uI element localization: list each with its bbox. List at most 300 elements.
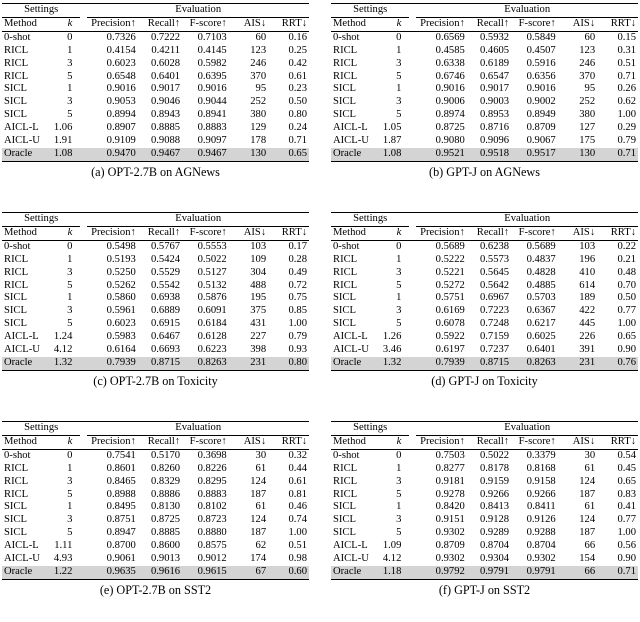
- table-cell: 0.5573: [479, 253, 510, 265]
- table-cell: 0.51: [288, 540, 307, 552]
- table-cell: 0.8575: [197, 540, 227, 552]
- table-cell: 0.8883: [197, 122, 227, 134]
- table-cell: 5: [396, 279, 402, 291]
- results-table: [331, 3, 638, 162]
- table-cell: RICL: [4, 70, 29, 82]
- table-cell: 1.26: [382, 331, 402, 343]
- table-cell: 187: [250, 527, 267, 539]
- table-cell: 0.5916: [526, 57, 556, 69]
- table-cell: 0.5250: [106, 266, 136, 278]
- table-cell: 5: [67, 109, 73, 121]
- table-cell: 0.61: [288, 475, 307, 487]
- table-cell: 0.9053: [106, 96, 136, 108]
- table-cell: 1: [396, 83, 402, 95]
- table-cell: 0.8420: [435, 501, 465, 513]
- oracle-cell: Oracle: [2, 357, 50, 370]
- table-cell: 0.8700: [106, 540, 136, 552]
- table-cell: 0.7237: [479, 344, 510, 356]
- table-cell: 0.9016: [197, 83, 227, 95]
- table-cell: 0.4828: [526, 266, 556, 278]
- table-cell: 124: [250, 514, 267, 526]
- table-cell: 0.7248: [479, 318, 510, 330]
- table-cell: 0.79: [617, 135, 636, 147]
- oracle-cell: 0.9792: [416, 566, 466, 579]
- table-cell: 0.90: [617, 344, 636, 356]
- table-cell: 0.5170: [150, 449, 181, 461]
- table-cell: 0.6548: [106, 70, 136, 82]
- table-cell: 124: [579, 475, 596, 487]
- table-cell: 1.00: [288, 527, 307, 539]
- table-cell: 0.8883: [197, 488, 227, 500]
- table-row: [2, 254, 309, 267]
- table-cell: 0.71: [617, 70, 636, 82]
- table-row: [331, 540, 638, 553]
- table-row: [2, 240, 309, 253]
- table-cell: 1: [67, 292, 73, 304]
- table-row: [331, 240, 638, 253]
- table-cell: 60: [584, 31, 596, 43]
- column-header: k: [379, 226, 409, 240]
- table-cell: AICL-U: [333, 344, 369, 356]
- table-cell: 0.9126: [526, 514, 556, 526]
- table-cell: 5: [396, 527, 402, 539]
- table-cell: 0.6967: [479, 292, 510, 304]
- table-cell: 0.9158: [526, 475, 556, 487]
- table-cell: 246: [579, 57, 596, 69]
- table-cell: 5: [396, 488, 402, 500]
- table-cell: 0.9278: [435, 488, 465, 500]
- table-cell: 5: [396, 70, 402, 82]
- table-cell: 0.8751: [106, 514, 136, 526]
- table-row: [2, 58, 309, 71]
- table-row: [2, 463, 309, 476]
- table-cell: 0.9302: [435, 527, 465, 539]
- oracle-cell: Oracle: [331, 148, 379, 161]
- table-cell: 0.32: [288, 449, 307, 461]
- table-row: [331, 31, 638, 44]
- column-header: Method: [2, 226, 50, 240]
- table-row: [331, 501, 638, 514]
- table-row: [2, 476, 309, 489]
- column-header: RRT↓: [268, 17, 309, 31]
- table-cell: 0.16: [288, 31, 307, 43]
- table-cell: 445: [579, 318, 596, 330]
- table-row: [2, 318, 309, 331]
- table-cell: 0.6091: [197, 305, 227, 317]
- table-cell: 0.5262: [106, 279, 136, 291]
- table-cell: 0.9266: [479, 488, 510, 500]
- table-cell: SICL: [4, 83, 27, 95]
- table-row: [2, 71, 309, 84]
- table-cell: 0.9080: [435, 135, 465, 147]
- table-cell: 0.8130: [150, 501, 181, 513]
- oracle-cell: 0.9467: [138, 148, 182, 161]
- table-cell: 0.81: [288, 488, 307, 500]
- table-cell: RICL: [4, 462, 29, 474]
- column-header: Precision↑: [416, 435, 466, 449]
- table-cell: 3: [67, 57, 73, 69]
- table-cell: 0: [67, 240, 73, 252]
- table-cell: 0.8709: [526, 122, 556, 134]
- table-cell: 0.5751: [435, 292, 465, 304]
- table-panel-c: [2, 212, 309, 389]
- table-cell: 0.8329: [150, 475, 181, 487]
- table-cell: 0.77: [617, 305, 636, 317]
- table-cell: 1: [67, 44, 73, 56]
- table-cell: 0.4605: [479, 44, 510, 56]
- table-cell: 0.6356: [526, 70, 556, 82]
- oracle-cell: Oracle: [2, 566, 50, 579]
- oracle-cell: 0.60: [268, 566, 309, 579]
- table-cell: 0.5022: [479, 449, 510, 461]
- table-cell: 3: [67, 514, 73, 526]
- column-header: RRT↓: [268, 226, 309, 240]
- column-header: F-score↑: [511, 226, 558, 240]
- column-header: F-score↑: [511, 17, 558, 31]
- table-cell: 0.5645: [479, 266, 510, 278]
- table-cell: 0.6395: [197, 70, 227, 82]
- table-cell: 0.5689: [435, 240, 465, 252]
- table-cell: 0.6078: [435, 318, 465, 330]
- table-cell: RICL: [333, 70, 358, 82]
- column-header: k: [50, 435, 80, 449]
- oracle-cell: Oracle: [2, 148, 50, 161]
- table-row: [331, 254, 638, 267]
- oracle-cell: 231: [229, 357, 268, 370]
- table-cell: 614: [579, 279, 596, 291]
- table-cell: AICL-U: [4, 135, 40, 147]
- column-header: k: [379, 435, 409, 449]
- table-cell: 0.44: [288, 462, 307, 474]
- table-cell: 0.5424: [150, 253, 181, 265]
- table-cell: 375: [250, 305, 267, 317]
- table-panel-d: [331, 212, 638, 389]
- oracle-cell: Oracle: [331, 566, 379, 579]
- table-cell: 1: [396, 292, 402, 304]
- table-cell: 0.9096: [479, 135, 510, 147]
- table-cell: AICL-L: [4, 331, 39, 343]
- column-header: F-score↑: [182, 435, 229, 449]
- table-cell: 0.6938: [150, 292, 181, 304]
- table-row: [2, 514, 309, 527]
- table-cell: 0.9302: [435, 553, 465, 565]
- column-header: Recall↑: [467, 435, 511, 449]
- column-header: Precision↑: [87, 435, 137, 449]
- table-cell: 0.22: [617, 240, 636, 252]
- table-cell: 0.8704: [526, 540, 556, 552]
- table-row: [331, 45, 638, 58]
- table-cell: 380: [579, 109, 596, 121]
- column-header: AIS↓: [229, 435, 268, 449]
- table-cell: 0.8725: [435, 122, 465, 134]
- table-cell: 0.62: [617, 96, 636, 108]
- table-row: [331, 292, 638, 305]
- table-cell: 0.42: [288, 57, 307, 69]
- table-cell: 0.90: [617, 553, 636, 565]
- settings-group-header: Settings: [2, 213, 80, 227]
- oracle-cell: 0.9615: [182, 566, 229, 579]
- table-cell: 30: [255, 449, 267, 461]
- table-cell: 0.74: [288, 514, 307, 526]
- table-cell: 0.61: [288, 70, 307, 82]
- table-cell: 189: [579, 292, 596, 304]
- table-cell: 304: [250, 266, 267, 278]
- oracle-cell: 1.08: [50, 148, 80, 161]
- table-cell: 0.3379: [526, 449, 556, 461]
- table-cell: RICL: [333, 279, 358, 291]
- table-cell: 0.9181: [435, 475, 465, 487]
- table-cell: 0.5767: [150, 240, 181, 252]
- results-table: [331, 212, 638, 371]
- table-cell: 0.4145: [197, 44, 227, 56]
- evaluation-group-header: Evaluation: [87, 4, 309, 18]
- table-row: [2, 305, 309, 318]
- oracle-row: [331, 566, 638, 579]
- table-cell: 0.9017: [479, 83, 510, 95]
- column-header: k: [379, 17, 409, 31]
- table-cell: 3: [67, 266, 73, 278]
- table-cell: 0.8885: [150, 527, 181, 539]
- table-cell: 0.5272: [435, 279, 465, 291]
- table-cell: 195: [250, 292, 267, 304]
- table-cell: 0.9097: [197, 135, 227, 147]
- table-cell: 0.8260: [150, 462, 181, 474]
- oracle-cell: 0.9791: [511, 566, 558, 579]
- table-cell: 123: [579, 44, 596, 56]
- table-cell: 1.24: [53, 331, 73, 343]
- table-cell: SICL: [4, 109, 27, 121]
- table-cell: 0.15: [617, 31, 636, 43]
- table-cell: AICL-U: [333, 553, 369, 565]
- column-header: Method: [331, 226, 379, 240]
- table-cell: 431: [250, 318, 267, 330]
- table-cell: 0.4837: [526, 253, 556, 265]
- column-header: RRT↓: [268, 435, 309, 449]
- oracle-cell: 0.8715: [467, 357, 511, 370]
- table-cell: 0.5876: [197, 292, 227, 304]
- table-cell: RICL: [333, 462, 358, 474]
- table-row: [331, 305, 638, 318]
- table-cell: 3: [67, 475, 73, 487]
- table-cell: 0.8949: [526, 109, 556, 121]
- table-cell: 174: [250, 553, 267, 565]
- table-cell: RICL: [4, 44, 29, 56]
- table-cell: 5: [396, 318, 402, 330]
- table-cell: 187: [579, 527, 596, 539]
- table-cell: 0.9088: [150, 135, 181, 147]
- table-cell: 0-shot: [333, 449, 360, 461]
- table-cell: 124: [250, 475, 267, 487]
- table-row: [2, 122, 309, 135]
- table-cell: 0.8988: [106, 488, 136, 500]
- table-cell: 0.8994: [106, 109, 136, 121]
- table-cell: 0.9151: [435, 514, 465, 526]
- oracle-cell: 0.71: [597, 566, 638, 579]
- settings-group-header: Settings: [2, 4, 80, 18]
- table-cell: 0.50: [288, 96, 307, 108]
- settings-group-header: Settings: [331, 4, 409, 18]
- table-cell: 0.65: [617, 475, 636, 487]
- column-header: Recall↑: [138, 17, 182, 31]
- table-cell: 391: [579, 344, 596, 356]
- table-cell: 0.8495: [106, 501, 136, 513]
- table-row: [2, 292, 309, 305]
- table-row: [331, 463, 638, 476]
- evaluation-group-header: Evaluation: [87, 422, 309, 436]
- table-cell: 370: [250, 70, 267, 82]
- table-cell: RICL: [4, 279, 29, 291]
- table-cell: 0.98: [288, 553, 307, 565]
- table-cell: 0.4585: [435, 44, 465, 56]
- table-cell: 3: [396, 96, 402, 108]
- table-cell: 0.8601: [106, 462, 136, 474]
- table-cell: 0.5922: [435, 331, 465, 343]
- table-cell: 109: [250, 253, 267, 265]
- column-header: AIS↓: [558, 17, 597, 31]
- table-cell: 0.8885: [150, 122, 181, 134]
- table-cell: 5: [67, 527, 73, 539]
- table-cell: 488: [250, 279, 267, 291]
- column-header: AIS↓: [229, 17, 268, 31]
- table-cell: 30: [584, 449, 596, 461]
- table-cell: SICL: [333, 501, 356, 513]
- table-cell: 1: [396, 44, 402, 56]
- table-cell: 61: [584, 501, 596, 513]
- column-header: AIS↓: [558, 226, 597, 240]
- table-cell: 0.9044: [197, 96, 227, 108]
- table-cell: 61: [584, 462, 596, 474]
- table-cell: 154: [579, 553, 596, 565]
- oracle-row: [2, 148, 309, 161]
- table-cell: 0.4885: [526, 279, 556, 291]
- table-cell: 0.7503: [435, 449, 465, 461]
- table-cell: 422: [579, 305, 596, 317]
- table-cell: 0.79: [288, 331, 307, 343]
- column-header: RRT↓: [597, 226, 638, 240]
- table-cell: 0.72: [288, 279, 307, 291]
- table-cell: 1: [396, 462, 402, 474]
- column-header: Precision↑: [416, 226, 466, 240]
- column-header: Method: [331, 17, 379, 31]
- table-cell: 3: [67, 305, 73, 317]
- table-cell: 0-shot: [333, 240, 360, 252]
- table-cell: 0.65: [617, 331, 636, 343]
- table-cell: 0: [396, 449, 402, 461]
- table-cell: 0.9016: [526, 83, 556, 95]
- table-cell: 0.7326: [106, 31, 136, 43]
- table-cell: 0.5982: [197, 57, 227, 69]
- oracle-cell: 1.22: [50, 566, 80, 579]
- table-cell: 66: [584, 540, 596, 552]
- table-cell: RICL: [333, 57, 358, 69]
- table-cell: 4.12: [53, 344, 73, 356]
- table-cell: 0.6164: [106, 344, 136, 356]
- table-cell: 0.5983: [106, 331, 136, 343]
- oracle-cell: 0.9467: [182, 148, 229, 161]
- table-cell: 0.6189: [479, 57, 510, 69]
- results-table: [2, 421, 309, 580]
- table-cell: 0.6025: [526, 331, 556, 343]
- table-cell: 127: [579, 122, 596, 134]
- table-caption: (b) GPT-J on AGNews: [429, 164, 540, 179]
- column-header: Precision↑: [416, 17, 466, 31]
- oracle-cell: 0.7939: [416, 357, 466, 370]
- oracle-cell: 0.9616: [138, 566, 182, 579]
- table-cell: 0.6197: [435, 344, 465, 356]
- table-cell: 0.83: [617, 488, 636, 500]
- table-cell: 129: [250, 122, 267, 134]
- table-cell: 0.8704: [479, 540, 510, 552]
- table-cell: 5: [396, 109, 402, 121]
- table-cell: 0.6401: [150, 70, 181, 82]
- table-caption: (d) GPT-J on Toxicity: [431, 373, 538, 388]
- table-row: [331, 449, 638, 462]
- table-cell: 1: [396, 253, 402, 265]
- table-cell: 0.8709: [435, 540, 465, 552]
- column-header: AIS↓: [558, 435, 597, 449]
- table-cell: 0.9159: [479, 475, 510, 487]
- table-row: [2, 527, 309, 540]
- table-cell: 196: [579, 253, 596, 265]
- table-cell: 0.48: [617, 266, 636, 278]
- table-cell: 0.9012: [197, 553, 227, 565]
- table-cell: 60: [255, 31, 267, 43]
- table-cell: 0: [396, 240, 402, 252]
- oracle-cell: 1.32: [50, 357, 80, 370]
- table-cell: 0.6338: [435, 57, 465, 69]
- table-cell: 103: [579, 240, 596, 252]
- table-cell: SICL: [4, 292, 27, 304]
- table-cell: 0.9109: [106, 135, 136, 147]
- table-cell: 0.5193: [106, 253, 136, 265]
- table-cell: 187: [250, 488, 267, 500]
- table-cell: 5: [67, 279, 73, 291]
- table-cell: 1: [396, 501, 402, 513]
- table-cell: SICL: [333, 83, 356, 95]
- column-header: RRT↓: [597, 435, 638, 449]
- table-cell: 0.9302: [526, 553, 556, 565]
- table-cell: 0.7222: [150, 31, 181, 43]
- oracle-cell: 0.8263: [182, 357, 229, 370]
- table-cell: 0.9006: [435, 96, 465, 108]
- table-cell: 0.6401: [526, 344, 556, 356]
- column-header: AIS↓: [229, 226, 268, 240]
- table-cell: 0.8953: [479, 109, 510, 121]
- oracle-cell: 0.7939: [87, 357, 137, 370]
- oracle-cell: 0.9635: [87, 566, 137, 579]
- settings-group-header: Settings: [331, 213, 409, 227]
- table-cell: 226: [579, 331, 596, 343]
- table-cell: 0.5961: [106, 305, 136, 317]
- table-cell: 0.5553: [197, 240, 227, 252]
- table-row: [2, 83, 309, 96]
- column-header: RRT↓: [597, 17, 638, 31]
- table-cell: 0-shot: [333, 31, 360, 43]
- table-cell: 0.75: [288, 292, 307, 304]
- table-cell: 0.6023: [106, 57, 136, 69]
- table-cell: 0.9003: [479, 96, 510, 108]
- table-cell: RICL: [333, 253, 358, 265]
- table-cell: AICL-L: [4, 122, 39, 134]
- table-cell: 103: [250, 240, 267, 252]
- column-header: k: [50, 17, 80, 31]
- table-cell: 3: [396, 514, 402, 526]
- table-row: [2, 489, 309, 502]
- table-cell: 1: [67, 462, 73, 474]
- table-cell: 0.6467: [150, 331, 181, 343]
- table-cell: 95: [255, 83, 267, 95]
- settings-group-header: Settings: [2, 422, 80, 436]
